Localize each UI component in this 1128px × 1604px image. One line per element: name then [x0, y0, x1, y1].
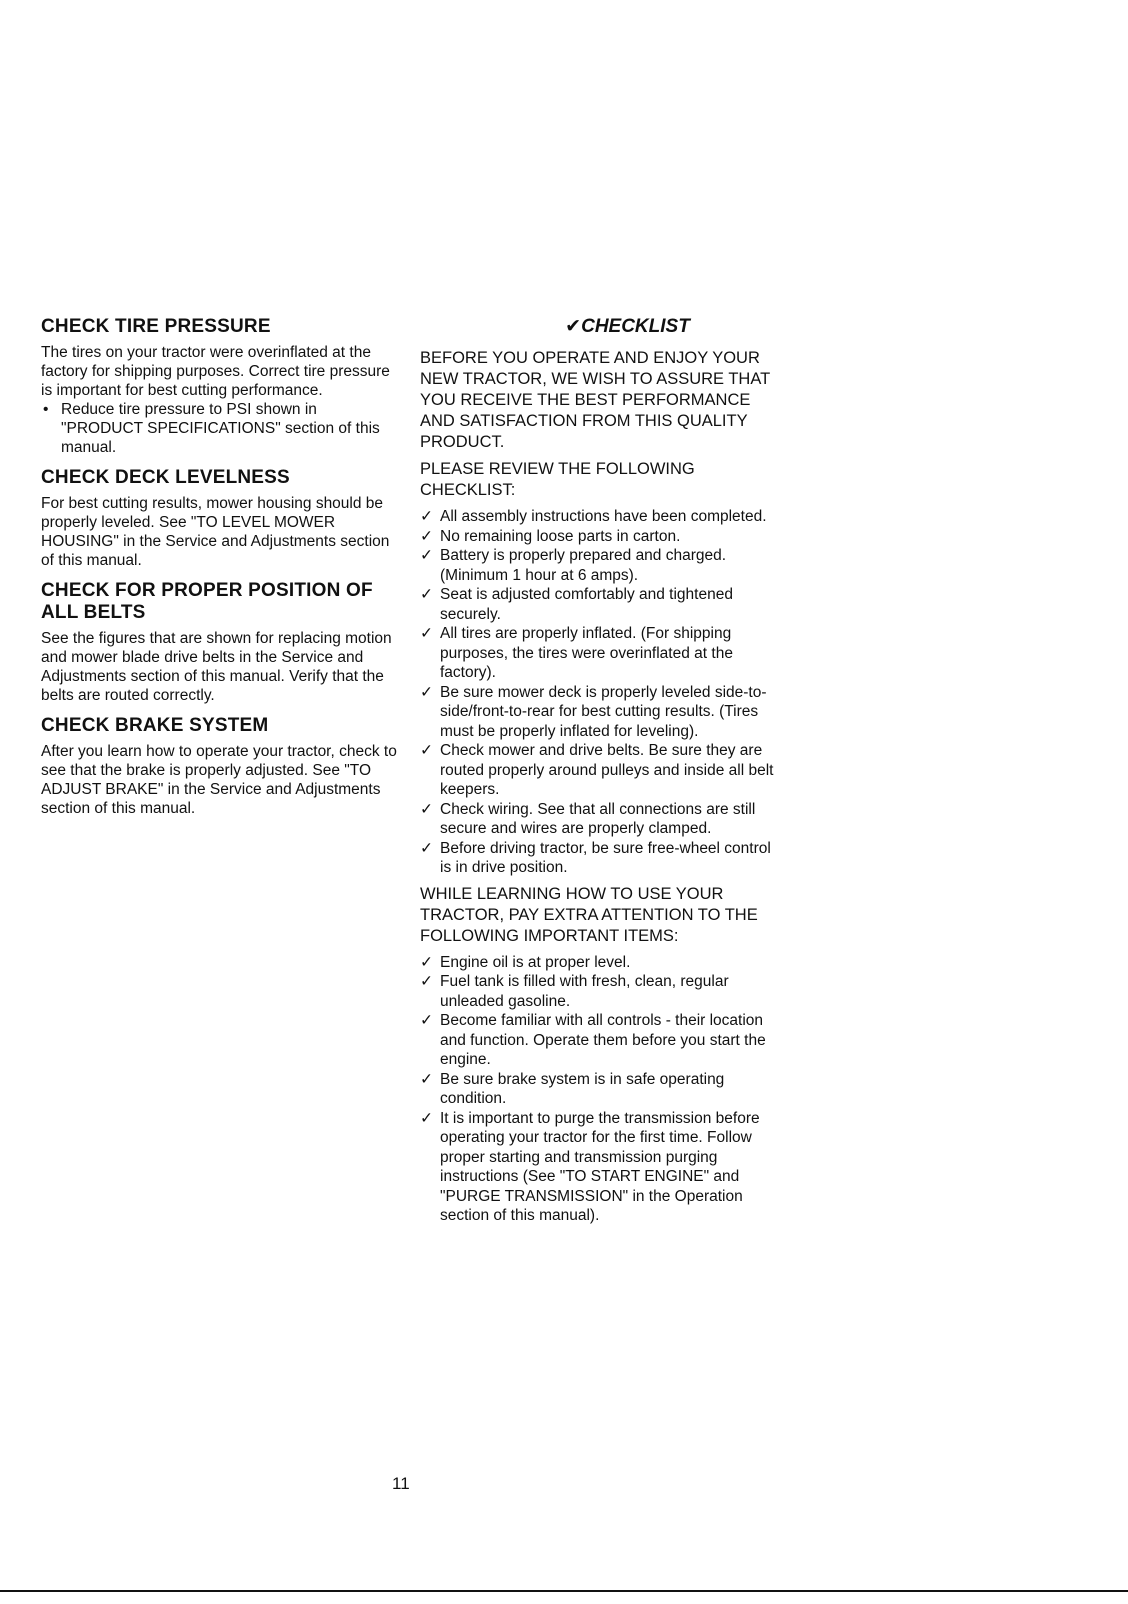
brake-section — [41, 715, 401, 818]
belts-heading: CHECK FOR PROPER POSITION OF ALL BELTS — [41, 580, 373, 623]
list-item-text: All assembly instructions have been completed. — [440, 508, 767, 525]
list-item-text: It is important to purge the transmission before operating your tractor for the first time. Follow proper starting and transmission purging instructions (See "TO START ENGINE" and "PURGE TRANSMISSION" in the Operation section of this manual). — [440, 1109, 760, 1224]
check-mark-icon: ✓ — [420, 953, 433, 971]
bullet-text: Reduce tire pressure to PSI shown in "PRODUCT SPECIFICATIONS" section of this manual. — [61, 401, 380, 456]
list-item-text: Battery is properly prepared and charged. (Minimum 1 hour at 6 amps). — [440, 547, 727, 584]
list-item-text: Seat is adjusted comfortably and tightened securely. — [440, 586, 733, 623]
list-item — [420, 507, 785, 527]
belts-body: See the figures that are shown for replacing motion and mower blade drive belts in the Service and Adjustments section of this manual. Verify that the belts are routed correctly. — [41, 630, 392, 704]
list-item — [420, 953, 785, 973]
list-item — [420, 624, 785, 683]
list-item — [420, 1011, 785, 1070]
list-item-text: Check mower and drive belts. Be sure they are routed properly around pulleys and inside all belt keepers. — [440, 742, 774, 798]
tire-pressure-heading: CHECK TIRE PRESSURE — [41, 316, 271, 337]
list-item-text: No remaining loose parts in carton. — [440, 527, 681, 545]
list-item-text: Fuel tank is filled with fresh, clean, regular unleaded gasoline. — [440, 973, 729, 1010]
tire-pressure-section — [41, 316, 401, 457]
check-mark-icon: ✓ — [420, 586, 433, 603]
check-mark-icon: ✓ — [420, 547, 433, 564]
check-mark-icon: ✓ — [420, 527, 433, 545]
list-item — [420, 1109, 785, 1226]
checklist-items — [420, 507, 785, 878]
check-mark-icon: ✓ — [420, 1070, 433, 1088]
check-mark-icon: ✓ — [420, 800, 433, 818]
list-item — [41, 400, 401, 457]
deck-levelness-section — [41, 467, 401, 570]
list-item — [420, 839, 785, 878]
check-mark-icon: ✓ — [420, 973, 433, 990]
list-item — [420, 527, 785, 547]
checklist-review: PLEASE REVIEW THE FOLLOWING CHECKLIST: — [420, 460, 695, 499]
list-item-text: Engine oil is at proper level. — [440, 953, 631, 971]
list-item — [420, 741, 785, 800]
bullet-icon: • — [43, 401, 49, 418]
right-column — [420, 316, 785, 1226]
check-mark-icon: ✓ — [420, 1012, 433, 1029]
learning-note: WHILE LEARNING HOW TO USE YOUR TRACTOR, PAY EXTRA ATTENTION TO THE FOLLOWING IMPORTANT ITEMS: — [420, 884, 758, 945]
important-items — [420, 953, 785, 1226]
check-mark-icon: ✓ — [420, 1109, 433, 1127]
list-item — [420, 585, 785, 624]
brake-heading: CHECK BRAKE SYSTEM — [41, 715, 269, 736]
left-column — [41, 316, 401, 828]
list-item-text: Be sure mower deck is properly leveled side-to-side/front-to-rear for best cutting results. (Tires must be properly inflated for leveling). — [440, 683, 767, 740]
list-item — [420, 683, 785, 742]
brake-body: After you learn how to operate your tractor, check to see that the brake is properly adjusted. See "TO ADJUST BRAKE" in the Service and Adjustments section of this manual. — [41, 743, 397, 817]
bottom-rule — [0, 1590, 1128, 1592]
check-mark-icon: ✓ — [420, 742, 433, 759]
deck-levelness-heading: CHECK DECK LEVELNESS — [41, 467, 290, 488]
belts-section — [41, 580, 401, 705]
list-item-text: Before driving tractor, be sure free-wheel control is in drive position. — [440, 839, 771, 876]
page-number: 11 — [392, 1474, 410, 1493]
list-item — [420, 800, 785, 839]
list-item — [420, 972, 785, 1011]
deck-levelness-body: For best cutting results, mower housing should be properly leveled. See "TO LEVEL MOWER HOUSING" in the Service and Adjustments section of this manual. — [41, 495, 390, 569]
tire-pressure-body: The tires on your tractor were overinflated at the factory for shipping purposes. Correct tire pressure is important for best cutting performance. — [41, 344, 390, 399]
list-item — [420, 1070, 785, 1109]
tire-pressure-bullets — [41, 400, 401, 457]
list-item-text: All tires are properly inflated. (For shipping purposes, the tires were overinflated at the factory). — [440, 625, 733, 681]
check-mark-icon: ✓ — [420, 683, 433, 701]
list-item-text: Check wiring. See that all connections are still secure and wires are properly clamped. — [440, 800, 756, 837]
list-item — [420, 546, 785, 585]
checklist-intro: BEFORE YOU OPERATE AND ENJOY YOUR NEW TRACTOR, WE WISH TO ASSURE THAT YOU RECEIVE THE BEST PERFORMANCE AND SATISFACTION FROM THIS QUALITY PRODUCT. — [420, 349, 770, 451]
list-item-text: Become familiar with all controls - their location and function. Operate them before you start the engine. — [440, 1012, 766, 1068]
list-item-text: Be sure brake system is in safe operating condition. — [440, 1070, 725, 1107]
check-mark-icon: ✓ — [420, 839, 433, 857]
check-mark-icon: ✓ — [420, 508, 433, 525]
check-mark-icon: ✓ — [420, 625, 433, 642]
checklist-title: ✔CHECKLIST — [565, 316, 690, 337]
